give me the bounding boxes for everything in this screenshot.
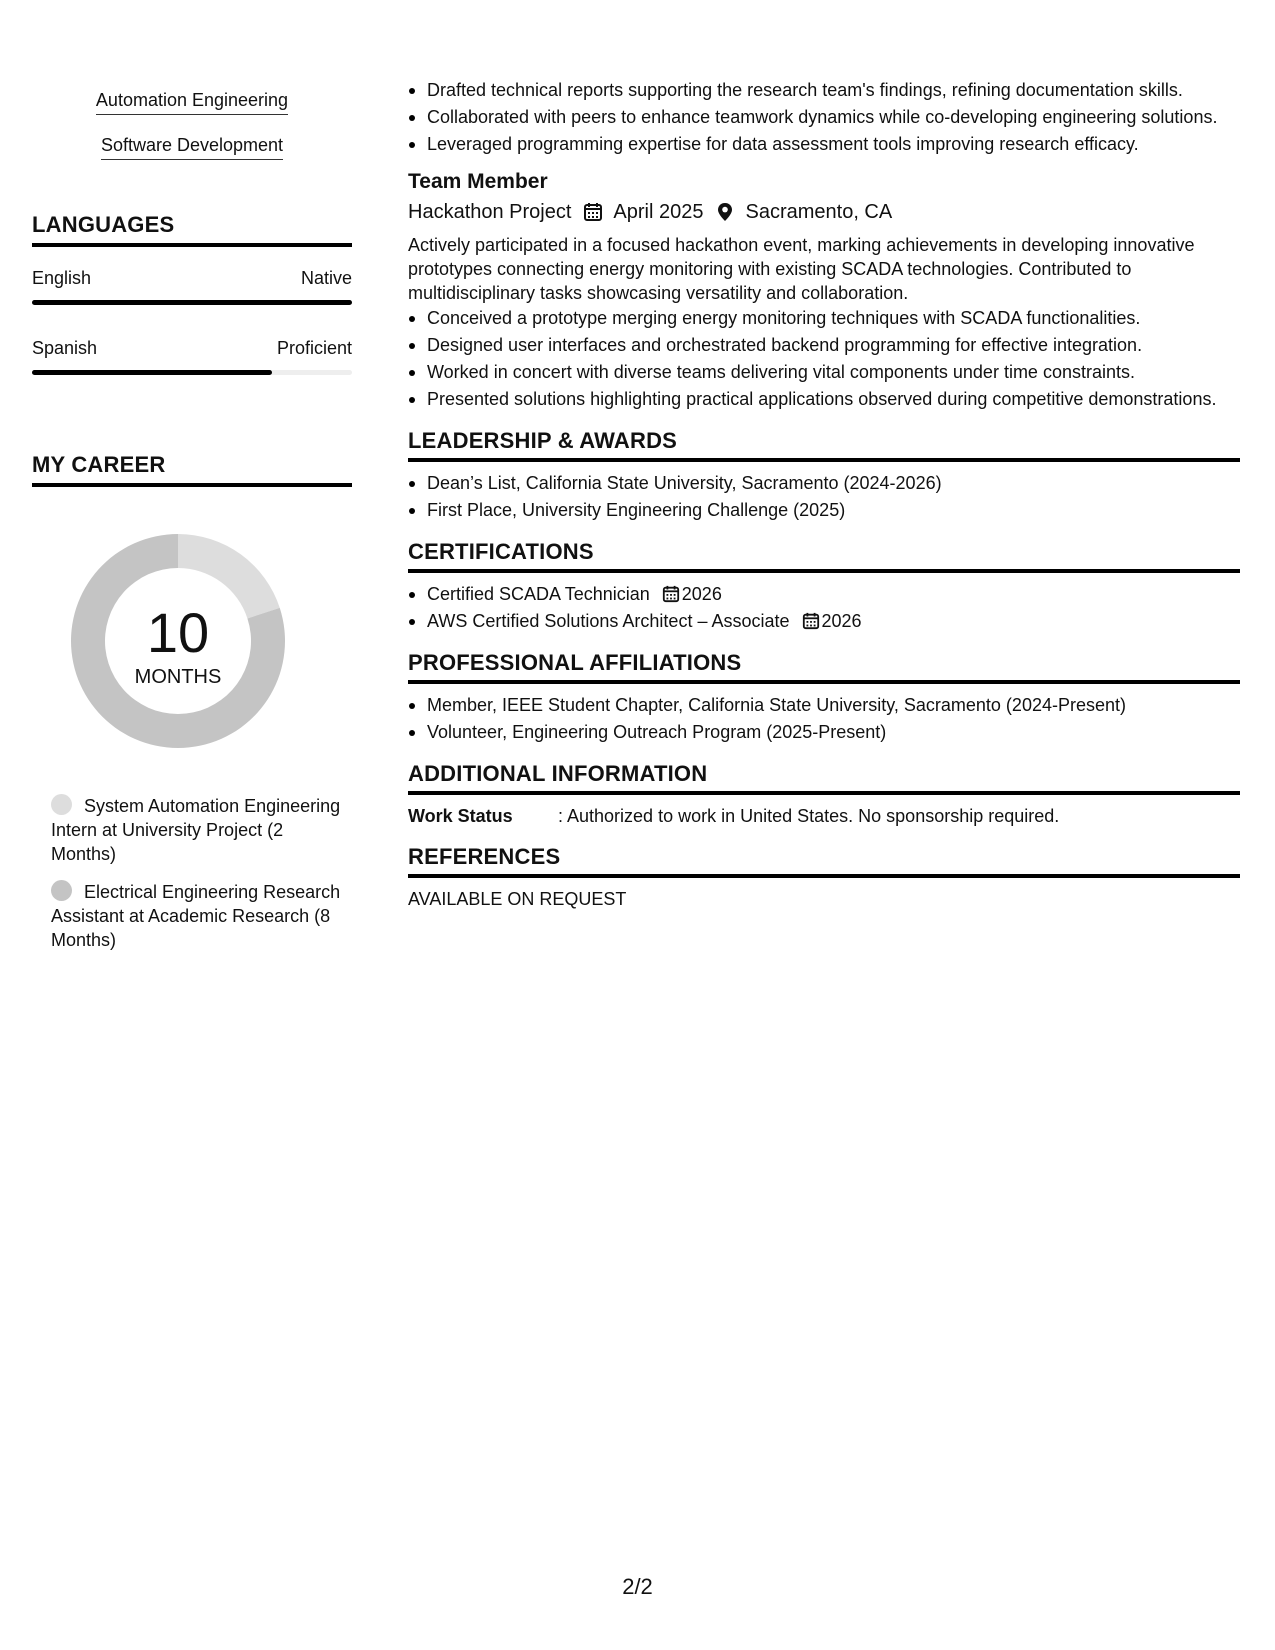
additional-info-heading: ADDITIONAL INFORMATION: [408, 761, 1240, 795]
language-name: Spanish: [32, 338, 98, 358]
language-row: [32, 268, 352, 308]
certification-name: Certified SCADA Technician: [427, 584, 650, 604]
language-bar-fill: [32, 300, 352, 305]
legend-dot: [51, 794, 72, 815]
page-number: 2/2: [622, 1574, 653, 1599]
list-item: Collaborated with peers to enhance teamwork dynamics while co-developing engineering solutions.: [408, 105, 1240, 130]
job-location: Sacramento, CA: [745, 201, 893, 223]
career-heading: MY CAREER: [32, 452, 352, 487]
calendar-icon: [662, 585, 680, 603]
previous-job-bullets: [408, 78, 1240, 157]
language-row: [32, 338, 352, 378]
main-content: [408, 78, 1240, 911]
certifications-heading: CERTIFICATIONS: [408, 539, 1240, 573]
certification-year: 2026: [681, 584, 722, 604]
affiliations-heading: PROFESSIONAL AFFILIATIONS: [408, 650, 1240, 684]
list-item: Worked in concert with diverse teams delivering vital components under time constraints.: [408, 360, 1240, 385]
list-item: [408, 582, 1240, 607]
language-level: Native: [300, 268, 352, 288]
work-status-value: : Authorized to work in United States. No sponsorship required.: [558, 806, 1060, 826]
affiliations-list: [408, 693, 1240, 745]
certification-name: AWS Certified Solutions Architect – Associate: [427, 611, 790, 631]
leadership-heading: LEADERSHIP & AWARDS: [408, 428, 1240, 462]
skill-tag-label: Software Development: [101, 133, 283, 160]
skill-tag: [32, 133, 352, 160]
references-text: AVAILABLE ON REQUEST: [408, 889, 627, 909]
calendar-icon: [583, 202, 603, 222]
sidebar: [32, 0, 352, 1000]
certification-year: 2026: [821, 611, 862, 631]
job-date: April 2025: [613, 201, 704, 223]
list-item: Conceived a prototype merging energy monitoring techniques with SCADA functionalities.: [408, 306, 1240, 331]
job-meta: [408, 199, 1240, 225]
job-description: Actively participated in a focused hackathon event, marking achievements in developing innovative prototypes connecting energy monitoring with existing SCADA technologies. Contributed to multidisciplinary tasks showcasing versatility and collaboration.: [408, 235, 1195, 303]
list-item: Designed user interfaces and orchestrated backend programming for effective integration.: [408, 333, 1240, 358]
location-pin-icon: [715, 202, 735, 222]
legend-dot: [51, 880, 72, 901]
skill-tag: [32, 88, 352, 115]
leadership-list: [408, 471, 1240, 523]
calendar-icon: [802, 612, 820, 630]
skill-tag-label: Automation Engineering: [96, 88, 288, 115]
job-bullets: [408, 306, 1240, 412]
language-bar-fill: [32, 370, 272, 375]
languages-heading: LANGUAGES: [32, 212, 352, 247]
career-legend-item: [51, 880, 341, 952]
work-status-row: [408, 804, 1240, 828]
language-level: Proficient: [276, 338, 352, 358]
language-name: English: [32, 268, 92, 288]
career-total: 10: [146, 601, 210, 664]
list-item: Member, IEEE Student Chapter, California State University, Sacramento (2024-Present): [408, 693, 1240, 718]
list-item: Leveraged programming expertise for data assessment tools improving research efficacy.: [408, 132, 1240, 157]
list-item: Drafted technical reports supporting the research team's findings, refining documentation skills.: [408, 78, 1240, 103]
legend-label: System Automation Engineering Intern at University Project (2 Months): [51, 796, 341, 864]
career-unit: MONTHS: [134, 666, 222, 688]
list-item: Presented solutions highlighting practical applications observed during competitive demonstrations.: [408, 387, 1240, 412]
references-heading: REFERENCES: [408, 844, 1240, 878]
legend-label: Electrical Engineering Research Assistant at Academic Research (8 Months): [51, 882, 341, 950]
list-item: First Place, University Engineering Challenge (2025): [408, 498, 1240, 523]
job-title: Team Member: [408, 170, 548, 193]
job-company: Hackathon Project: [408, 201, 572, 223]
certifications-list: [408, 582, 1240, 634]
list-item: [408, 609, 1240, 634]
list-item: Volunteer, Engineering Outreach Program (2025-Present): [408, 720, 1240, 745]
career-legend-item: [51, 794, 341, 866]
career-donut-chart: [65, 528, 291, 754]
list-item: Dean’s List, California State University, Sacramento (2024-2026): [408, 471, 1240, 496]
work-status-label: Work Status: [408, 806, 513, 826]
language-bar-track: [32, 370, 352, 375]
language-bar-track: [32, 300, 352, 305]
